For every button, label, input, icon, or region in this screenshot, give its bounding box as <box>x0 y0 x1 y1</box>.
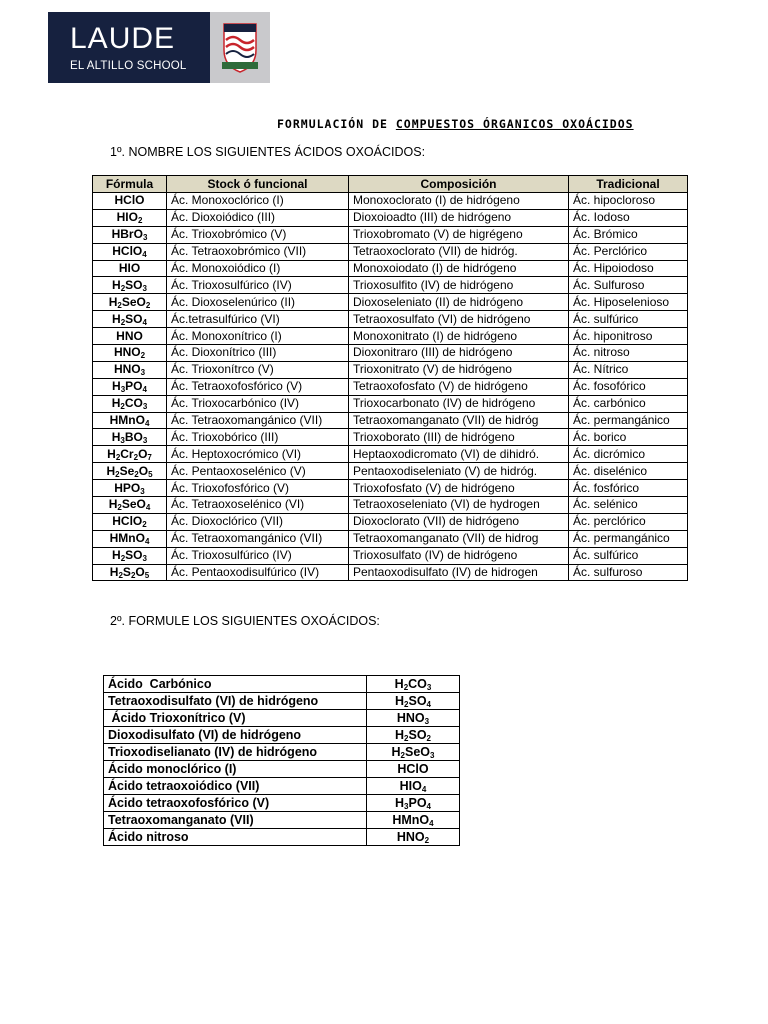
formula-cell: $H_2SO_3$ <box>93 547 167 564</box>
table-row <box>104 693 460 710</box>
table-row <box>104 744 460 761</box>
name-cell: Dioxodisulfato (VI) de hidrógeno <box>104 727 367 744</box>
stock-cell: Ác. Dioxoselenúrico (II) <box>167 294 349 311</box>
tradicional-cell: Ác. Sulfuroso <box>569 277 688 294</box>
formula-cell: $H_3PO_4$ <box>93 378 167 395</box>
table-row <box>104 761 460 778</box>
formula-cell: $H_2Cr_2O_7$ <box>93 446 167 463</box>
table-row <box>93 480 688 497</box>
tradicional-cell: Ác. permangánico <box>569 412 688 429</box>
table-row <box>93 378 688 395</box>
header-cell: Composición <box>349 176 569 193</box>
stock-cell: Ác. Tetraoxofosfórico (V) <box>167 378 349 395</box>
formula-cell: $H_2SO_3$ <box>93 277 167 294</box>
table-row <box>93 243 688 260</box>
table-row <box>93 429 688 446</box>
table-row <box>104 710 460 727</box>
composicion-cell: Trioxonitrato (V) de hidrógeno <box>349 361 569 378</box>
stock-cell: Ác. Monoxoiódico (I) <box>167 260 349 277</box>
name-cell: Ácido monoclórico (I) <box>104 761 367 778</box>
section-1-heading: 1º. NOMBRE LOS SIGUIENTES ÁCIDOS OXOÁCIDOS: <box>110 145 426 159</box>
logo-text <box>48 12 210 83</box>
header-cell: Tradicional <box>569 176 688 193</box>
tradicional-cell: Ác. sulfúrico <box>569 311 688 328</box>
name-cell: Ácido Carbónico <box>104 676 367 693</box>
composicion-cell: Trioxobromato (V) de higrégeno <box>349 226 569 243</box>
stock-cell: Ác. Trioxocarbónico (IV) <box>167 395 349 412</box>
stock-cell: Ác.tetrasulfúrico (VI) <box>167 311 349 328</box>
school-logo <box>48 12 270 83</box>
name-cell: Ácido Trioxonítrico (V) <box>104 710 367 727</box>
table-row <box>93 497 688 514</box>
formula-cell: $H_2SeO_4$ <box>93 497 167 514</box>
name-cell: Ácido tetraoxoiódico (VII) <box>104 778 367 795</box>
formula-cell: $H_2SeO_3$ <box>367 744 460 761</box>
table-row <box>93 463 688 480</box>
tradicional-cell: Ác. Hipoiodoso <box>569 260 688 277</box>
tradicional-cell: Ác. hiponitroso <box>569 328 688 345</box>
tradicional-cell: Ác. selénico <box>569 497 688 514</box>
formulas-table <box>103 675 460 846</box>
formula-cell: $HIO_4$ <box>367 778 460 795</box>
table-row <box>93 260 688 277</box>
composicion-cell: Tetraoxoclorato (VII) de hidróg. <box>349 243 569 260</box>
stock-cell: Ác. Dioxoiódico (III) <box>167 209 349 226</box>
stock-cell: Ác. Dioxonítrico (III) <box>167 345 349 362</box>
formula-cell: HMnO$_4$ <box>367 812 460 829</box>
formula-cell: HMnO$_4$ <box>93 530 167 547</box>
formula-cell: HClO$_4$ <box>93 243 167 260</box>
formula-cell: $H_2SO_4$ <box>367 693 460 710</box>
name-cell: Tetraoxomanganato (VII) <box>104 812 367 829</box>
name-cell: Ácido nitroso <box>104 829 367 846</box>
header-cell: Fórmula <box>93 176 167 193</box>
stock-cell: Ác. Trioxosulfúrico (IV) <box>167 277 349 294</box>
logo-subtitle: EL ALTILLO SCHOOL <box>70 59 187 72</box>
tradicional-cell: Ác. fosfórico <box>569 480 688 497</box>
formula-cell: HIO <box>93 260 167 277</box>
tradicional-cell: Ác. nitroso <box>569 345 688 362</box>
tradicional-cell: Ác. Hiposelenioso <box>569 294 688 311</box>
table-row <box>93 547 688 564</box>
table-row <box>93 345 688 362</box>
table-row <box>93 209 688 226</box>
formula-cell: HClO <box>367 761 460 778</box>
stock-cell: Ác. Trioxosulfúrico (IV) <box>167 547 349 564</box>
composicion-cell: Dioxoseleniato (II) de hidrógeno <box>349 294 569 311</box>
formula-cell: $HNO_3$ <box>367 710 460 727</box>
composicion-cell: Trioxoborato (III) de hidrógeno <box>349 429 569 446</box>
formula-cell: $HPO_3$ <box>93 480 167 497</box>
composicion-cell: Tetraoxoseleniato (VI) de hydrogen <box>349 497 569 514</box>
table-row <box>93 530 688 547</box>
stock-cell: Ác. Monoxoclórico (I) <box>167 193 349 210</box>
table-row <box>104 795 460 812</box>
formula-cell: $H_3PO_4$ <box>367 795 460 812</box>
formula-cell: $H_2Se_2O_5$ <box>93 463 167 480</box>
tradicional-cell: Ác. Nítrico <box>569 361 688 378</box>
header-cell: Stock ó funcional <box>167 176 349 193</box>
table-row <box>93 277 688 294</box>
composicion-cell: Trioxosulfato (IV) de hidrógeno <box>349 547 569 564</box>
composicion-cell: Trioxocarbonato (IV) de hidrógeno <box>349 395 569 412</box>
stock-cell: Ác. Trioxonítrco (V) <box>167 361 349 378</box>
formula-cell: $H_2CO_3$ <box>93 395 167 412</box>
tradicional-cell: Ác. permangánico <box>569 530 688 547</box>
table-row <box>93 446 688 463</box>
tradicional-cell: Ác. Iodoso <box>569 209 688 226</box>
composicion-cell: Tetraoxosulfato (VI) de hidrógeno <box>349 311 569 328</box>
title-prefix: FORMULACIÓN DE <box>277 117 396 131</box>
composicion-cell: Pentaoxodisulfato (IV) de hidrogen <box>349 564 569 581</box>
composicion-cell: Dioxoclorato (VII) de hidrógeno <box>349 513 569 530</box>
table-row <box>93 395 688 412</box>
composicion-cell: Dioxoioadto (III) de hidrógeno <box>349 209 569 226</box>
stock-cell: Ác. Tetraoxomangánico (VII) <box>167 530 349 547</box>
tradicional-cell: Ác. sulfúrico <box>569 547 688 564</box>
table-row <box>93 294 688 311</box>
stock-cell: Ác. Pentaoxodisulfúrico (IV) <box>167 564 349 581</box>
table-row <box>104 676 460 693</box>
name-cell: Trioxodiselianato (IV) de hidrógeno <box>104 744 367 761</box>
formula-cell: $H_2S_2O_5$ <box>93 564 167 581</box>
formula-cell: $H_2SeO_2$ <box>93 294 167 311</box>
tradicional-cell: Ác. hipocloroso <box>569 193 688 210</box>
composicion-cell: Monoxonitrato (I) de hidrógeno <box>349 328 569 345</box>
formula-cell: HBrO$_3$ <box>93 226 167 243</box>
stock-cell: Ác. Monoxonítrico (I) <box>167 328 349 345</box>
stock-cell: Ác. Tetraoxobrómico (VII) <box>167 243 349 260</box>
table-row <box>93 193 688 210</box>
crest-panel <box>210 12 270 83</box>
table-row <box>93 412 688 429</box>
composicion-cell: Tetraoxomanganato (VII) de hidrog <box>349 530 569 547</box>
tradicional-cell: Ác. sulfuroso <box>569 564 688 581</box>
formula-cell: $HNO_3$ <box>93 361 167 378</box>
formula-cell: $H_2CO_3$ <box>367 676 460 693</box>
stock-cell: Ác. Dioxoclórico (VII) <box>167 513 349 530</box>
stock-cell: Ác. Trioxobrómico (V) <box>167 226 349 243</box>
stock-cell: Ác. Tetraoxoselénico (VI) <box>167 497 349 514</box>
table-row <box>104 778 460 795</box>
tradicional-cell: Ác. carbónico <box>569 395 688 412</box>
formula-cell: $H_3BO_3$ <box>93 429 167 446</box>
stock-cell: Ác. Trioxofosfórico (V) <box>167 480 349 497</box>
formula-cell: $HNO_2$ <box>93 345 167 362</box>
table-row <box>93 564 688 581</box>
school-crest-icon <box>220 20 260 76</box>
formula-cell: $H_2SO_2$ <box>367 727 460 744</box>
table-row <box>93 328 688 345</box>
composicion-cell: Monoxoiodato (I) de hidrógeno <box>349 260 569 277</box>
stock-cell: Ác. Pentaoxoselénico (V) <box>167 463 349 480</box>
formula-cell: HClO$_2$ <box>93 513 167 530</box>
table-row <box>93 311 688 328</box>
tradicional-cell: Ác. Perclórico <box>569 243 688 260</box>
stock-cell: Ác. Tetraoxomangánico (VII) <box>167 412 349 429</box>
table-row <box>93 361 688 378</box>
logo-name: LAUDE <box>70 21 176 55</box>
formula-cell: HMnO$_4$ <box>93 412 167 429</box>
table-row <box>104 812 460 829</box>
formula-cell: $HIO_2$ <box>93 209 167 226</box>
table-row <box>93 513 688 530</box>
composicion-cell: Tetraoxomanganato (VII) de hidróg <box>349 412 569 429</box>
tradicional-cell: Ác. borico <box>569 429 688 446</box>
composicion-cell: Monoxoclorato (I) de hidrógeno <box>349 193 569 210</box>
formula-cell: $HNO_2$ <box>367 829 460 846</box>
tradicional-cell: Ác. dicrómico <box>569 446 688 463</box>
composicion-cell: Heptaoxodicromato (VI) de dihidró. <box>349 446 569 463</box>
acid-names-table <box>92 175 688 581</box>
table-row <box>104 829 460 846</box>
name-cell: Ácido tetraoxofosfórico (V) <box>104 795 367 812</box>
tradicional-cell: Ác. fosofórico <box>569 378 688 395</box>
composicion-cell: Pentaoxodiseleniato (V) de hidróg. <box>349 463 569 480</box>
composicion-cell: Tetraoxofosfato (V) de hidrógeno <box>349 378 569 395</box>
table-row <box>93 226 688 243</box>
composicion-cell: Trioxosulfito (IV) de hidrógeno <box>349 277 569 294</box>
composicion-cell: Trioxofosfato (V) de hidrógeno <box>349 480 569 497</box>
table-row <box>104 727 460 744</box>
formula-cell: HNO <box>93 328 167 345</box>
formula-cell: HClO <box>93 193 167 210</box>
section-2-heading: 2º. FORMULE LOS SIGUIENTES OXOÁCIDOS: <box>110 614 380 628</box>
tradicional-cell: Ác. Brómico <box>569 226 688 243</box>
stock-cell: Ác. Heptoxocrómico (VI) <box>167 446 349 463</box>
stock-cell: Ác. Trioxobórico (III) <box>167 429 349 446</box>
formula-cell: $H_2SO_4$ <box>93 311 167 328</box>
document-title <box>277 117 634 131</box>
name-cell: Tetraoxodisulfato (VI) de hidrógeno <box>104 693 367 710</box>
title-underlined: COMPUESTOS ÓRGANICOS OXOÁCIDOS <box>395 117 634 131</box>
tradicional-cell: Ác. diselénico <box>569 463 688 480</box>
composicion-cell: Dioxonitraro (III) de hidrógeno <box>349 345 569 362</box>
tradicional-cell: Ác. perclórico <box>569 513 688 530</box>
